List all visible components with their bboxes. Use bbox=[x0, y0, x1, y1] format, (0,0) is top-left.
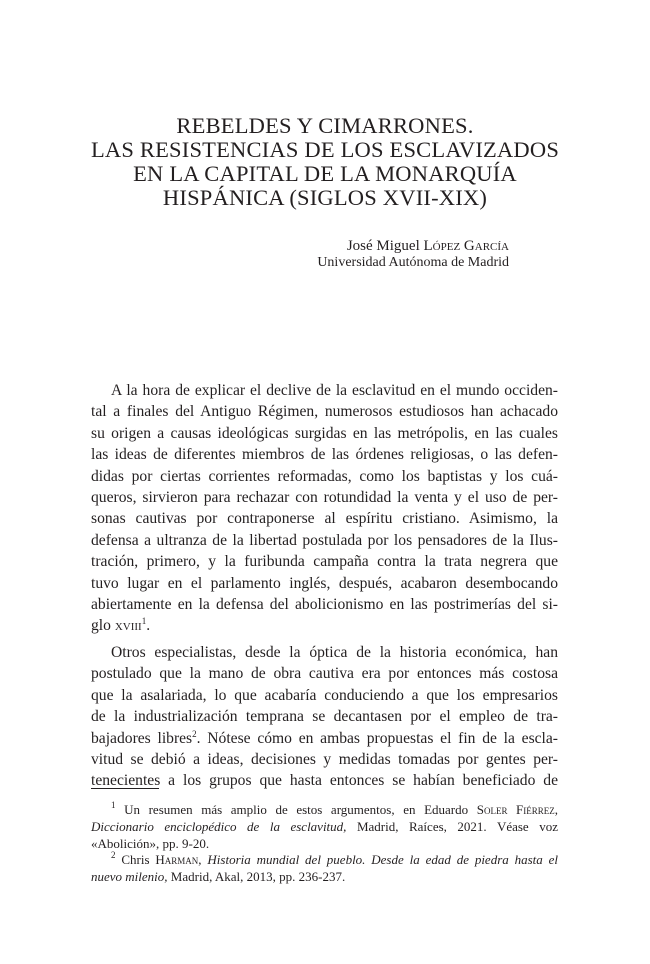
text-fragment: bajadores libres bbox=[91, 729, 193, 747]
text-line: de la industrialización temprana se decantasen por el empleo de tra- bbox=[91, 708, 558, 726]
footnote-number: 1 bbox=[111, 800, 116, 810]
paragraph bbox=[91, 380, 558, 637]
footnote-work-title: Historia mundial del pueblo. Desde la edad de piedra hasta el nuevo milenio, bbox=[91, 852, 559, 885]
text-line: vitud se debió a ideas, decisiones y medidas tomadas por gentes per- bbox=[91, 750, 558, 768]
chapter-title bbox=[60, 114, 590, 210]
text-line: abiertamente en la defensa del abolicionismo en las postrimerías del si- bbox=[91, 596, 558, 614]
text-line: queros, sirvieron para rechazar con rotundidad la venta y el uso de per- bbox=[91, 489, 558, 507]
text-line: tuvo lugar en el parlamento inglés, después, acabaron desembocando bbox=[91, 574, 558, 592]
text-line bbox=[91, 615, 558, 636]
text-fragment: glo bbox=[91, 617, 115, 635]
footnote-text: Chris bbox=[121, 852, 150, 868]
footnote-separator bbox=[91, 788, 159, 789]
footnote-text: , bbox=[198, 852, 202, 868]
footnote-author-surname: Soler Fiérrez bbox=[476, 802, 555, 817]
footnotes bbox=[91, 802, 558, 886]
text-line: su origen a causas ideológicas surgidas en las metrópolis, en las cuales bbox=[91, 424, 558, 442]
text-fragment: . Nótese cómo en ambas propuestas el fin de la escla- bbox=[196, 729, 559, 747]
footnote bbox=[91, 802, 558, 852]
footnote-author-surname: Harman bbox=[155, 852, 199, 868]
text-line bbox=[91, 728, 558, 749]
title-line: REBELDES Y CIMARRONES. bbox=[176, 113, 474, 138]
footnote-ref[interactable]: 2 bbox=[192, 728, 197, 739]
text-line: postulado que la mano de obra cautiva era por entonces más costosa bbox=[91, 665, 558, 683]
text-line: que la asalariada, lo que acabaría conduciendo a que los empresarios bbox=[91, 686, 558, 704]
century-numeral: xviii bbox=[114, 617, 142, 635]
author-name bbox=[347, 237, 509, 255]
footnote-text: Madrid, Akal, 2013, pp. 236-237. bbox=[170, 869, 346, 885]
text-line: didas por ciertas corrientes reformadas, como los baptistas y los cuá- bbox=[91, 467, 558, 485]
text-line: tenecientes a los grupos que hasta entonces se habían beneficiado de bbox=[91, 772, 558, 790]
footnote-text: Madrid, Raíces, 2021. Véase voz «Abolición», pp. 9-20. bbox=[91, 818, 558, 851]
footnote-number: 2 bbox=[111, 850, 116, 861]
footnote-work-title: Diccionario enciclopédico de la esclavitud, bbox=[91, 818, 347, 834]
text-line: las ideas de diferentes miembros de las órdenes religiosas, o las defen- bbox=[91, 446, 558, 464]
title-line: EN LA CAPITAL DE LA MONARQUÍA bbox=[133, 161, 517, 186]
title-line: HISPÁNICA (SIGLOS XVII-XIX) bbox=[162, 185, 488, 210]
text-line: A la hora de explicar el declive de la esclavitud en el mundo occiden- bbox=[111, 382, 558, 399]
footnote-text: , bbox=[554, 802, 559, 817]
author-affiliation: Universidad Autónoma de Madrid bbox=[317, 255, 509, 270]
footnote-ref[interactable]: 1 bbox=[141, 616, 147, 627]
footnote-text: Un resumen más amplio de estos argumentos, en Eduardo bbox=[124, 802, 469, 817]
author-surname: López García bbox=[423, 238, 509, 254]
text-line: sonas cautivas por contraponerse al espíritu cristiano. Asimismo, la bbox=[91, 510, 558, 528]
body-text bbox=[91, 380, 558, 792]
text-fragment: . bbox=[146, 617, 151, 635]
footnote bbox=[91, 852, 558, 886]
paragraph bbox=[91, 642, 558, 792]
text-line: tal a finales del Antiguo Régimen, numerosos estudiosos han achacado bbox=[91, 403, 558, 421]
title-line: LAS RESISTENCIAS DE LOS ESCLAVIZADOS bbox=[90, 137, 560, 162]
text-line: Otros especialistas, desde la óptica de la historia económica, han bbox=[111, 643, 558, 661]
text-line: tración, primero, y la furibunda campaña contra la trata negrera que bbox=[91, 553, 558, 571]
author-given-name: José Miguel bbox=[346, 238, 420, 254]
text-line: defensa a ultranza de la libertad postulada por los pensadores de la Ilus- bbox=[91, 531, 558, 549]
